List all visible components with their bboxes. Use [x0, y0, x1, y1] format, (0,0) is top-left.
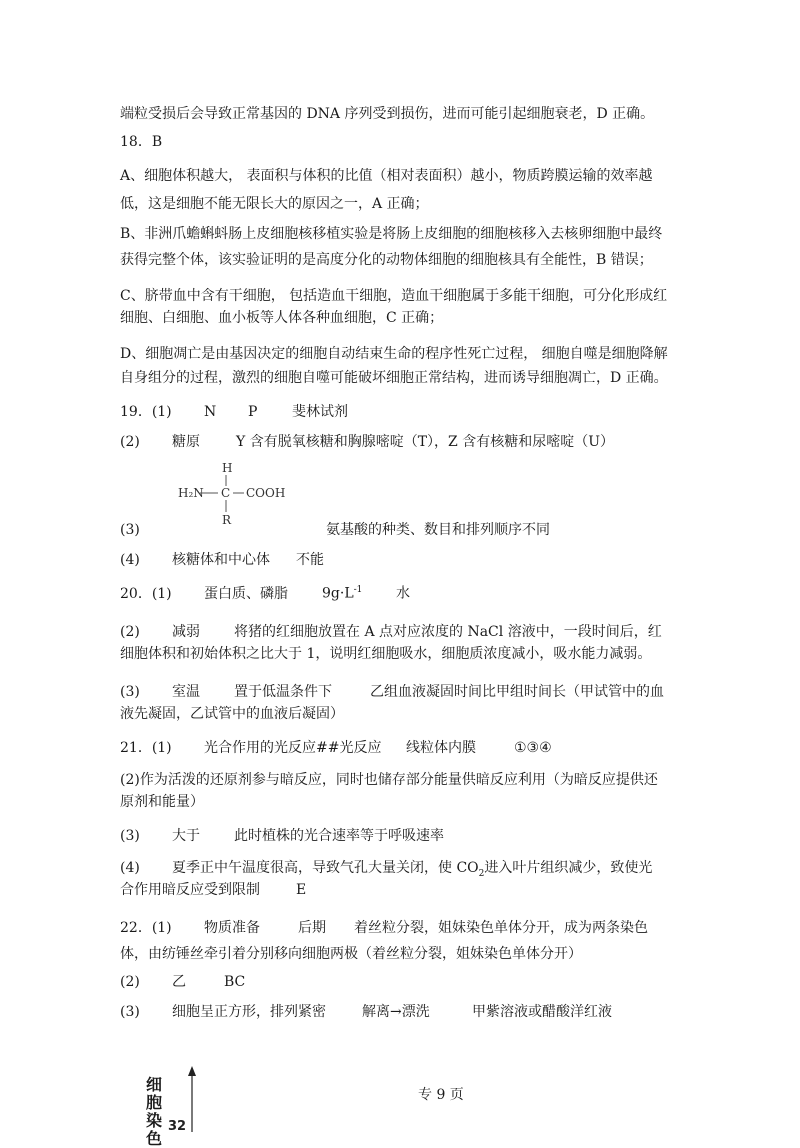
text-line: B、非洲爪蟾蝌蚪肠上皮细胞核移植实验是将肠上皮细胞的细胞核移入去核卵细胞中最终	[120, 226, 663, 242]
answer-20-3: (3) 室温 置于低温条件下 乙组血液凝固时间比甲组时间长（甲试管中的血	[120, 684, 664, 700]
answer-22-1: 22．(1) 物质准备 后期 着丝粒分裂，姐妹染色单体分开，成为两条染色	[120, 920, 648, 936]
answer-21-1: 21．(1) 光合作用的光反应##光反应 线粒体内膜 ①③④	[120, 740, 552, 756]
text-line: D、细胞凋亡是由基因决定的细胞自动结束生命的程序性死亡过程， 细胞自噬是细胞降解	[120, 346, 668, 362]
text-line: (2)作为活泼的还原剂参与暗反应，同时也储存部分能量供暗反应利用（为暗反应提供还	[120, 772, 658, 788]
chart-y-axis	[168, 1064, 208, 1134]
text-line: 细胞体积和初始体积之比大于 1，说明红细胞吸水，细胞质浓度减小，吸水能力减弱。	[120, 646, 652, 662]
text-line: 端粒受损后会导致正常基因的 DNA 序列受到损伤，进而可能引起细胞衰老，D 正确。	[120, 106, 655, 122]
group-r: R	[222, 513, 232, 527]
text-line: 低，这是细胞不能无限长大的原因之一，A 正确；	[120, 196, 429, 212]
answer-21-4: (4) 夏季正中午温度很高，导致气孔大量关闭，使 $CO_2$进入叶片组织减少，致使光	[120, 860, 653, 879]
group-amino: H₂N	[178, 486, 204, 500]
answer-19-1: 19．(1) N P 斐林试剂	[120, 404, 348, 420]
text-line: 自身组分的过程，激烈的细胞自噬可能破坏细胞正常结构，进而诱导细胞凋亡，D 正确。	[120, 370, 668, 386]
answer-20-1: 20．(1) 蛋白质、磷脂 $9g\cdot L^{-1}$ 水	[120, 585, 410, 602]
atom-h-top: H	[222, 461, 233, 475]
answer-22-3: (3) 细胞呈正方形，排列紧密 解离→漂洗 甲紫溶液或醋酸洋红液	[120, 1004, 612, 1020]
answer-19-2: (2) 糖原 Y 含有脱氧核糖和胸腺嘧啶（T），Z 含有核糖和尿嘧啶（U）	[120, 434, 615, 450]
axis-tick-label: 32	[168, 1119, 187, 1134]
text-line: 获得完整个体，该实验证明的是高度分化的动物体细胞的细胞核具有全能性，B 错误；	[120, 252, 653, 268]
text-line: C、脐带血中含有干细胞， 包括造血干细胞，造血干细胞属于多能干细胞，可分化形成红	[120, 288, 668, 304]
answer-19-4: (4) 核糖体和中心体 不能	[120, 552, 324, 568]
chart-axis-label: 细胞染色	[146, 1075, 163, 1148]
group-carboxyl: COOH	[246, 486, 286, 500]
answer-21-4-cont: 合作用暗反应受到限制 E	[120, 882, 307, 898]
text-line: 原剂和能量）	[120, 794, 204, 810]
page-footer: 专 9 页	[418, 1087, 464, 1103]
text-line: 液先凝固，乙试管中的血液后凝固）	[120, 706, 344, 722]
answer-18: 18．B	[120, 134, 163, 150]
text-line: 体，由纺锤丝牵引着分别移向细胞两极（着丝粒分裂，姐妹染色单体分开）	[120, 946, 582, 962]
answer-20-2: (2) 减弱 将猪的红细胞放置在 A 点对应浓度的 NaCl 溶液中，一段时间后，红	[120, 624, 662, 640]
answer-21-3: (3) 大于 此时植株的光合速率等于呼吸速率	[120, 828, 444, 844]
text-line: 细胞、白细胞、血小板等人体各种血细胞，C 正确；	[120, 310, 444, 326]
answer-22-2: (2) 乙 BC	[120, 974, 246, 990]
answer-19-3: (3) 氨基酸的种类、数目和排列顺序不同	[120, 522, 550, 538]
text-line: A、细胞体积越大， 表面积与体积的比值（相对表面积）越小，物质跨膜运输的效率越	[120, 168, 653, 184]
atom-c-center: C	[221, 486, 231, 500]
